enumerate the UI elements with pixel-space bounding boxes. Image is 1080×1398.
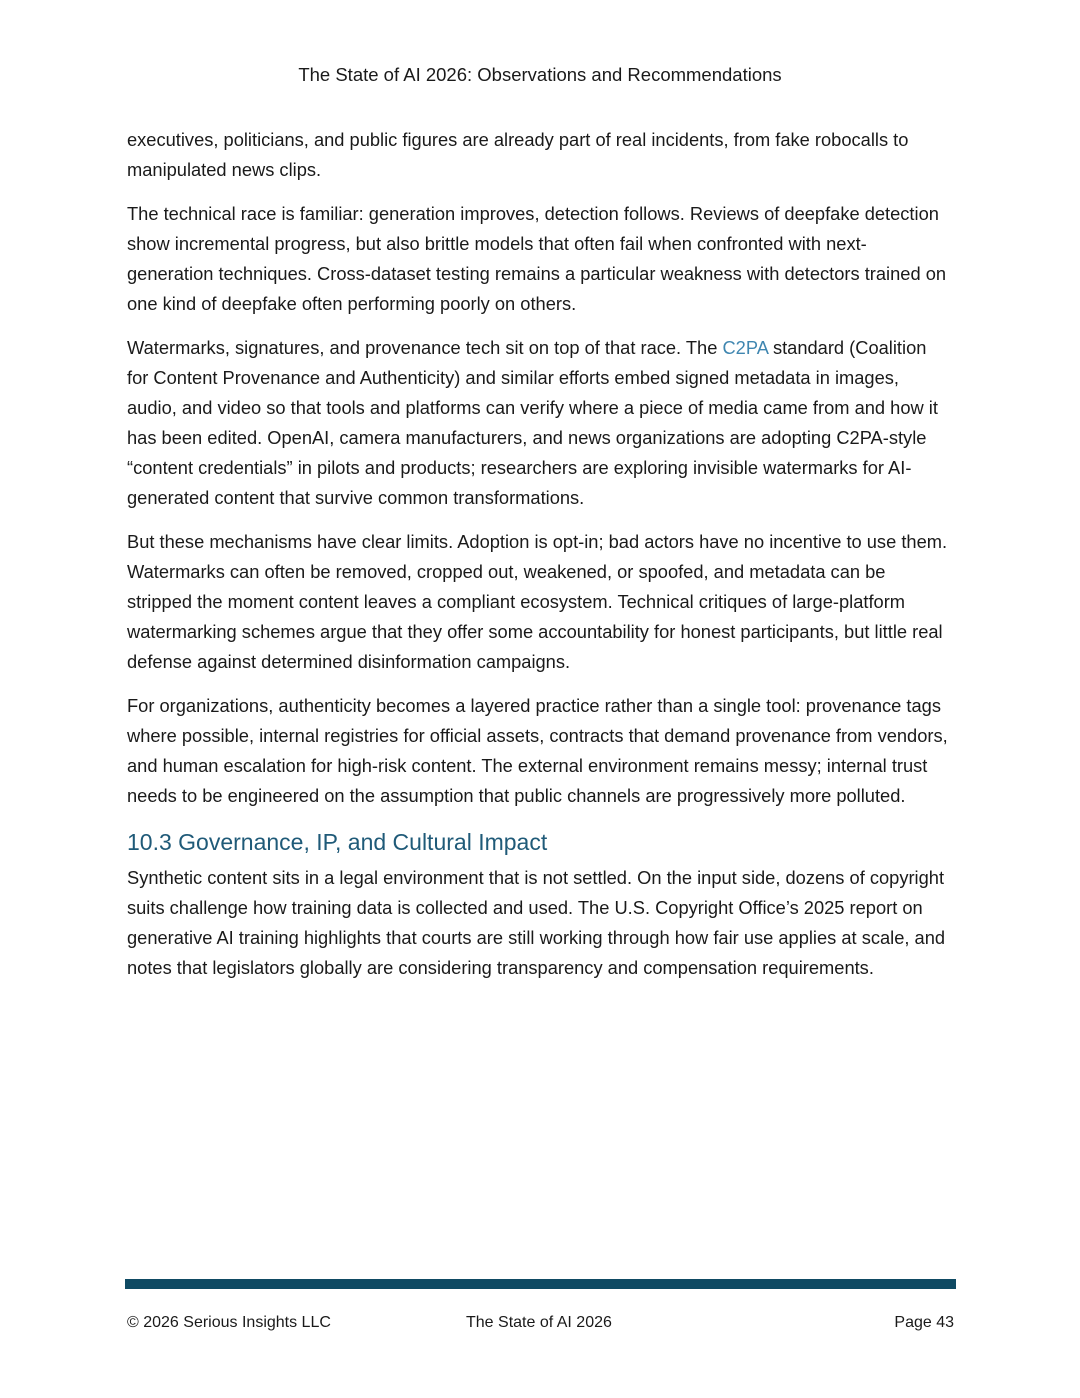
page-body <box>127 125 949 997</box>
paragraph: For organizations, authenticity becomes a layered practice rather than a single tool: provenance tags where possible, internal registries for official assets, contracts that demand provenance from vendors, and human escalation for high-risk content. The external environment remains messy; internal trust needs to be engineered on the assumption that public channels are progressively more polluted. <box>127 695 948 806</box>
text: Watermarks, signatures, and provenance tech sit on top of that race. The <box>127 337 723 358</box>
paragraph: Synthetic content sits in a legal environment that is not settled. On the input side, dozens of copyright suits challenge how training data is collected and used. The U.S. Copyright Office’s 2025 report on generative AI training highlights that courts are still working through how fair use applies at scale, and notes that legislators globally are considering transparency and compensation requirements. <box>127 867 946 978</box>
text: standard (Coalition for Content Provenance and Authenticity) and similar efforts embed signed metadata in images, audio, and video so that tools and platforms can verify where a piece of media came from and how it has been edited. OpenAI, camera manufacturers, and news organizations are adopting C2PA-style “content credentials” in pilots and products; researchers are exploring invisible watermarks for AI-generated content that survive common transformations. <box>127 337 938 508</box>
footer-title: The State of AI 2026 <box>466 1314 612 1331</box>
c2pa-link[interactable]: C2PA <box>722 337 768 358</box>
page-number: Page 43 <box>894 1314 954 1331</box>
paragraph: executives, politicians, and public figures are already part of real incidents, from fake robocalls to manipulated news clips. <box>127 129 909 180</box>
footer-rule <box>125 1279 956 1289</box>
paragraph: The technical race is familiar: generation improves, detection follows. Reviews of deepfake detection show incremental progress, but also brittle models that often fail when confronted with next-generation techniques. Cross-dataset testing remains a particular weakness with detectors trained on one kind of deepfake often performing poorly on others. <box>127 203 947 314</box>
paragraph <box>127 333 949 513</box>
paragraph: But these mechanisms have clear limits. Adoption is opt-in; bad actors have no incentive to use them. Watermarks can often be removed, cropped out, weakened, or spoofed, and metadata can be stripped the moment content leaves a compliant ecosystem. Technical critiques of large-platform watermarking schemes argue that they offer some accountability for honest participants, but little real defense against determined disinformation campaigns. <box>127 531 948 672</box>
running-header: The State of AI 2026: Observations and Recommendations <box>298 64 782 85</box>
footer-copyright: © 2026 Serious Insights LLC <box>127 1314 331 1331</box>
section-heading: 10.3 Governance, IP, and Cultural Impact <box>127 829 548 855</box>
